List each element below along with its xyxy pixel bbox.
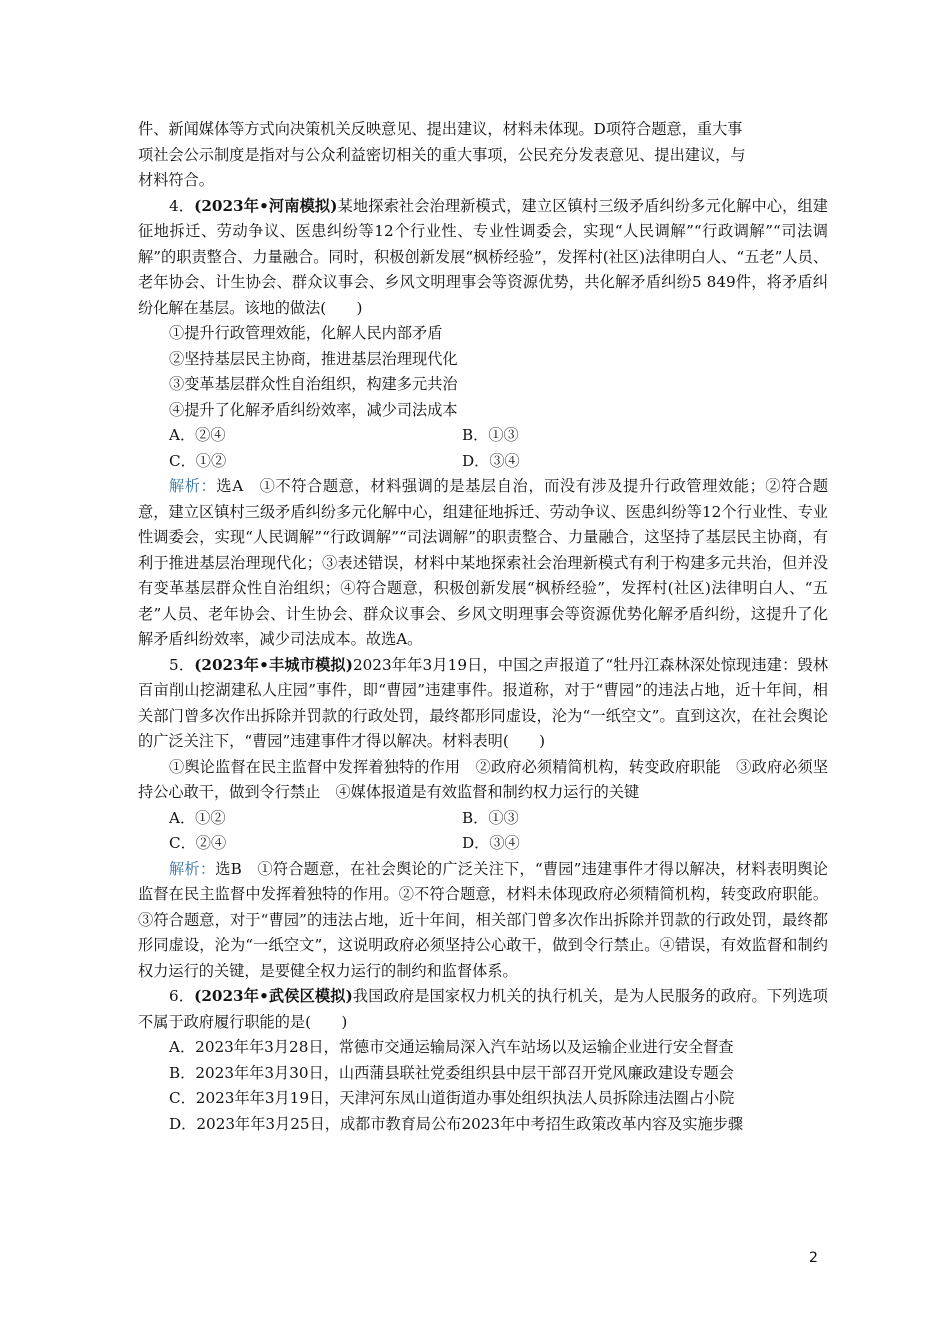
option-b: B．2023年年3月30日，山西蒲县联社党委组织县中层干部召开党风廉政建设专题会 [169, 1063, 734, 1082]
analysis-text: 选A ①不符合题意，材料强调的是基层自治，而没有涉及提升行政管理效能；②符合题意，建立区镇村三级矛盾纠纷多元化解中心，组建征地拆迁、劳动争议、医患纠纷等12个行业性、专业性调委会，实现“人民调解”“行政调解”“司法调解”的职责整合、力量融合，这坚持了基层民主协商，有利于推进基层治理现代化；③表述错误，材料中某地探索社会治理新模式有利于构建多元共治，但并没有变革基层群众性自治组织；④符合题意，积极创新发展“枫桥经验”，发挥村(社区)法律明白人、“五老”人员、老年协会、计生协会、群众议事会、乡风文明理事会等资源优势化解矛盾纠纷，这提升了化解矛盾纠纷效率，减少司法成本。故选A。 [138, 477, 829, 648]
statement-item: ④提升了化解矛盾纠纷效率，减少司法成本 [169, 400, 458, 419]
intro-line: 项社会公示制度是指对与公众利益密切相关的重大事项，公民充分发表意见、提出建议，与 [138, 145, 746, 164]
intro-line: 件、新闻媒体等方式向决策机关反映意见、提出建议，材料未体现。D项符合题意，重大事 [138, 120, 743, 138]
answer-options-row [138, 806, 828, 832]
question-text: 2023年年3月19日，中国之声报道了“牡丹江森林深处惊现违建：毁林百亩削山挖湖建私人庄园”事件，即“曹园”违建事件。报道称，对于“曹园”的违法占地，近十年间，相关部门曾多次作出拆除并罚款的行政处罚，最终都形同虚设，沦为“一纸空文”。直到这次，在社会舆论的广泛关注下，“曹园”违建事件才得以解决。材料表明( ) [138, 655, 829, 750]
question-number: 5． [169, 655, 195, 674]
intro-paragraph [138, 117, 828, 194]
intro-line: 材料符合。 [138, 171, 214, 189]
answer-options-row [138, 831, 828, 857]
option-b: B．①③ [462, 426, 519, 444]
answer-options-row [138, 449, 828, 475]
question-number: 4． [169, 196, 195, 215]
option-a: A．②④ [169, 426, 226, 444]
option-d: D．③④ [462, 834, 520, 852]
analysis-text: 选B ①符合题意，在社会舆论的广泛关注下，“曹园”违建事件才得以解决，材料表明舆论监督在民主监督中发挥着独特的作用。②不符合题意，材料未体现政府必须精简机构，转变政府职能。③符合题意，对于“曹园”的违法占地，近十年间，相关部门曾多次作出拆除并罚款的行政处罚，最终都形同虚设，沦为“一纸空文”，这说明政府必须坚持公心敢干，做到令行禁止。④错误，有效监督和制约权力运行的关键，是要健全权力运行的制约和监督体系。 [138, 859, 828, 980]
question-stem [138, 194, 828, 322]
question-stem [138, 984, 828, 1035]
question-5 [138, 653, 828, 985]
option-a: A．①② [169, 808, 226, 827]
statement-item: ③变革基层群众性自治组织，构建多元共治 [169, 375, 458, 393]
question-4 [138, 194, 828, 653]
analysis-label: 解析： [169, 859, 216, 878]
option-c: C．2023年年3月19日，天津河东凤山道街道办事处组织执法人员拆除违法圈占小院 [169, 1089, 735, 1107]
analysis-paragraph [138, 474, 828, 653]
option-d: D．2023年年3月25日，成都市教育局公布2023年中考招生政策改革内容及实施步骤 [169, 1114, 744, 1133]
statement-items: ①舆论监督在民主监督中发挥着独特的作用 ②政府必须精简机构，转变政府职能 ③政府必须坚持公心敢干，做到令行禁止 ④媒体报道是有效监督和制约权力运行的关键 [138, 757, 828, 801]
statement-item: ②坚持基层民主协商，推进基层治理现代化 [169, 349, 458, 368]
page-number: 2 [809, 1250, 818, 1266]
question-text: 某地探索社会治理新模式，建立区镇村三级矛盾纠纷多元化解中心，组建征地拆迁、劳动争议、医患纠纷等12个行业性、专业性调委会，实现“人民调解”“行政调解”“司法调解”的职责整合、力量融合。同时，积极创新发展“枫桥经验”，发挥村(社区)法律明白人、“五老”人员、老年协会、计生协会、群众议事会、乡风文明理事会等资源优势，共化解矛盾纠纷5 849件，将矛盾纠纷化解在基层。该地的做法( ) [138, 196, 828, 317]
question-source: (2023年•丰城市模拟) [194, 655, 353, 674]
question-text: 我国政府是国家权力机关的执行机关，是为人民服务的政府。下列选项不属于政府履行职能的是( ) [138, 987, 828, 1031]
answer-options-row [138, 423, 828, 449]
question-6 [138, 984, 828, 1137]
question-source: (2023年•武侯区模拟) [194, 987, 353, 1005]
document-body [138, 117, 828, 1137]
question-source: (2023年•河南模拟) [194, 196, 338, 215]
analysis-label: 解析： [169, 477, 217, 495]
question-stem [138, 653, 828, 755]
option-a: A．2023年年3月28日，常德市交通运输局深入汽车站场以及运输企业进行安全督查 [169, 1038, 734, 1056]
statement-item: ①提升行政管理效能，化解人民内部矛盾 [169, 324, 443, 342]
option-b: B．①③ [462, 808, 519, 827]
question-number: 6． [169, 987, 195, 1005]
option-c: C．②④ [169, 834, 227, 852]
option-d: D．③④ [462, 451, 520, 470]
analysis-paragraph [138, 857, 828, 985]
option-c: C．①② [169, 451, 227, 470]
